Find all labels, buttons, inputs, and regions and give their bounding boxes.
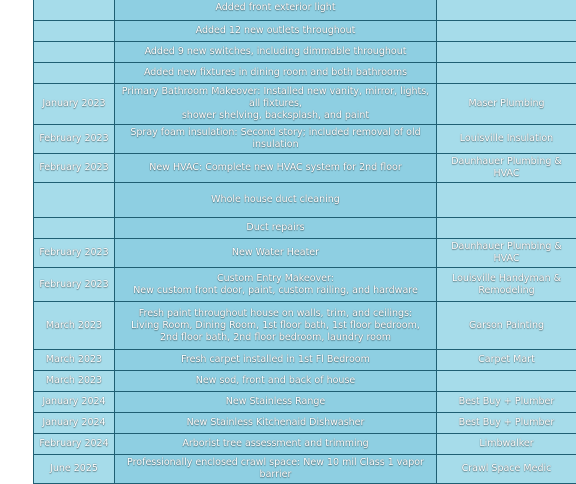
row-date bbox=[34, 183, 115, 218]
table-row bbox=[34, 268, 576, 302]
row-vendor: Daunhauer Plumbing & HVAC bbox=[437, 154, 576, 183]
row-vendor: Best Buy + Plumber bbox=[437, 413, 576, 434]
row-description: Primary Bathroom Makeover: Installed new vanity, mirror, lights, all fixtures, shower shelving, backsplash, and paint bbox=[115, 84, 437, 125]
row-date: February 2023 bbox=[34, 125, 115, 154]
row-vendor: Louisville Insulation bbox=[437, 125, 576, 154]
row-vendor bbox=[437, 371, 576, 392]
table-row bbox=[34, 84, 576, 125]
table-row bbox=[34, 371, 576, 392]
row-date: January 2024 bbox=[34, 392, 115, 413]
table-row bbox=[34, 0, 576, 21]
table-row bbox=[34, 218, 576, 239]
row-description: Whole house duct cleaning bbox=[115, 183, 437, 218]
row-date: February 2023 bbox=[34, 268, 115, 302]
table-row bbox=[34, 63, 576, 84]
row-description: Added 12 new outlets throughout bbox=[115, 21, 437, 42]
row-vendor: Limbwalker bbox=[437, 434, 576, 455]
row-date: February 2023 bbox=[34, 154, 115, 183]
table-row bbox=[34, 392, 576, 413]
table-row bbox=[34, 302, 576, 350]
row-vendor bbox=[437, 183, 576, 218]
row-date bbox=[34, 42, 115, 63]
row-description: Professionally enclosed crawl space: New 10 mil Class 1 vapor barrier bbox=[115, 455, 437, 484]
renovation-history-table bbox=[33, 0, 576, 484]
row-vendor: Louisville Handyman & Remodeling bbox=[437, 268, 576, 302]
row-description: Fresh carpet installed in 1st Fl Bedroom bbox=[115, 350, 437, 371]
row-vendor bbox=[437, 42, 576, 63]
row-description: New HVAC: Complete new HVAC system for 2nd floor bbox=[115, 154, 437, 183]
row-date: June 2025 bbox=[34, 455, 115, 484]
row-vendor bbox=[437, 63, 576, 84]
row-date: January 2024 bbox=[34, 413, 115, 434]
row-description: Custom Entry Makeover: New custom front door, paint, custom railing, and hardware bbox=[115, 268, 437, 302]
row-date bbox=[34, 63, 115, 84]
row-date bbox=[34, 218, 115, 239]
table-row bbox=[34, 154, 576, 183]
table-row bbox=[34, 350, 576, 371]
row-description: New Stainless Kitchenaid Dishwasher bbox=[115, 413, 437, 434]
row-date: February 2024 bbox=[34, 434, 115, 455]
row-description: Arborist tree assessment and trimming bbox=[115, 434, 437, 455]
row-description: Added new fixtures in dining room and both bathrooms bbox=[115, 63, 437, 84]
row-vendor: Crawl Space Medic bbox=[437, 455, 576, 484]
row-vendor: Daunhauer Plumbing & HVAC bbox=[437, 239, 576, 268]
row-vendor: Maser Plumbing bbox=[437, 84, 576, 125]
row-date: January 2023 bbox=[34, 84, 115, 125]
row-description: Fresh paint throughout house on walls, trim, and ceilings: Living Room, Dining Room, 1st floor bath, 1st floor bedroom, 2nd floor bath, 2nd floor bedroom, laundry room bbox=[115, 302, 437, 350]
renovation-table-body bbox=[34, 0, 576, 484]
table-row bbox=[34, 42, 576, 63]
table-row bbox=[34, 434, 576, 455]
row-description: New sod, front and back of house bbox=[115, 371, 437, 392]
row-vendor: Garson Painting bbox=[437, 302, 576, 350]
row-date: February 2023 bbox=[34, 239, 115, 268]
row-vendor bbox=[437, 0, 576, 21]
row-vendor: Carpet Mart bbox=[437, 350, 576, 371]
row-vendor bbox=[437, 21, 576, 42]
row-vendor: Best Buy + Plumber bbox=[437, 392, 576, 413]
renovation-table-container bbox=[33, 0, 576, 484]
table-row bbox=[34, 183, 576, 218]
table-row bbox=[34, 455, 576, 484]
table-row bbox=[34, 413, 576, 434]
row-description: New Water Heater bbox=[115, 239, 437, 268]
table-row bbox=[34, 21, 576, 42]
row-date: March 2023 bbox=[34, 302, 115, 350]
row-date bbox=[34, 21, 115, 42]
row-vendor bbox=[437, 218, 576, 239]
row-date bbox=[34, 0, 115, 21]
table-row bbox=[34, 239, 576, 268]
row-description: Added front exterior light bbox=[115, 0, 437, 21]
row-date: March 2023 bbox=[34, 350, 115, 371]
row-date: March 2023 bbox=[34, 371, 115, 392]
row-description: New Stainless Range bbox=[115, 392, 437, 413]
row-description: Duct repairs bbox=[115, 218, 437, 239]
table-row bbox=[34, 125, 576, 154]
row-description: Added 9 new switches, including dimmable throughout bbox=[115, 42, 437, 63]
row-description: Spray foam insulation: Second story; included removal of old insulation bbox=[115, 125, 437, 154]
